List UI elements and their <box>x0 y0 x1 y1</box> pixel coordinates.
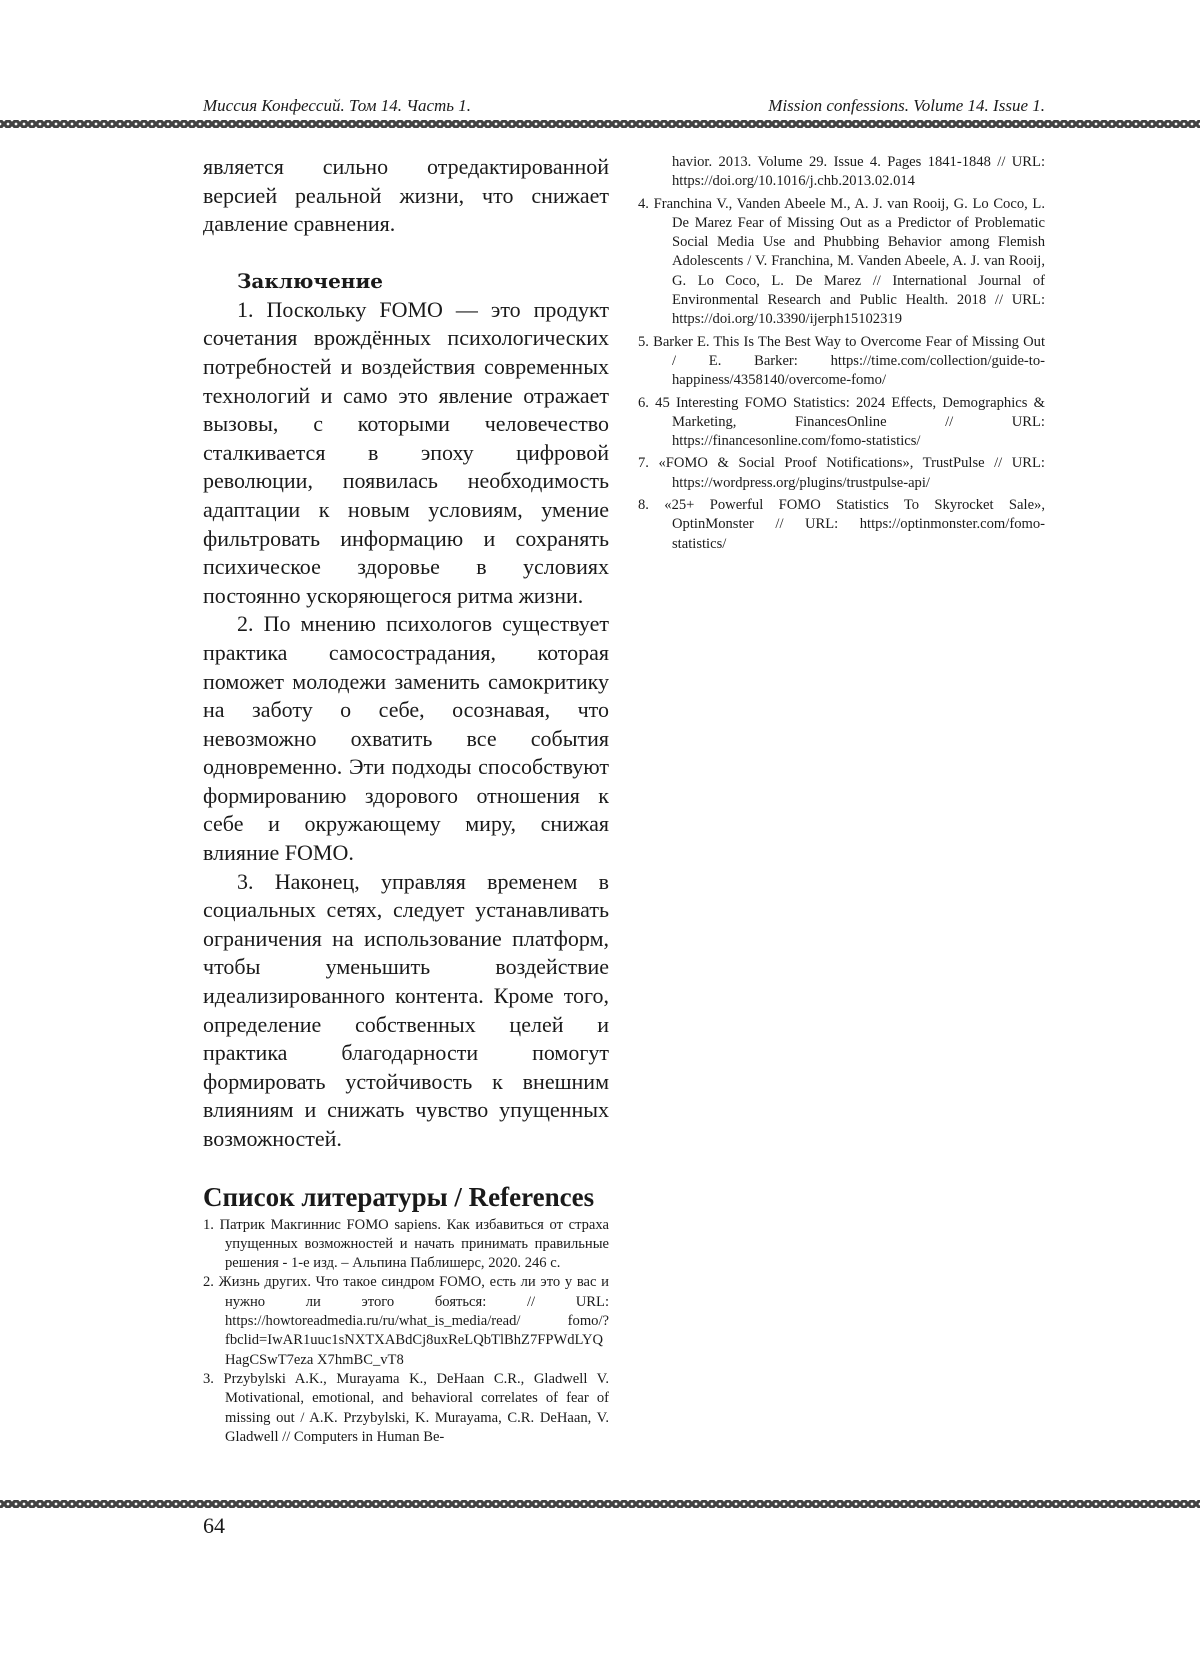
header-journal-ru: Миссия Конфессий. Том 14. Часть 1. <box>203 96 472 115</box>
reference-item: 5. Barker E. This Is The Best Way to Overcome Fear of Missing Out / E. Barker: https://time.com/collection/guide-to-happiness/4358140/overcome-fomo/ <box>638 333 1045 389</box>
reference-continuation: havior. 2013. Volume 29. Issue 4. Pages 1841-1848 // URL: https://doi.org/10.1016/j.chb.2013.02.014 <box>672 154 1045 190</box>
reference-item: 1. Патрик Макгиннис FOMO sapiens. Как избавиться от страха упущенных возможностей и начать принимать правильные решения - 1-е изд. – Альпина Паблишерс, 2020. 246 с. <box>203 1216 609 1272</box>
conclusion-paragraph-1: 1. Поскольку FOMO — это продукт сочетания врождённых психологических потребностей и воздействия современных технологий и само это явление отражает вызовы, с которыми человечество сталкивается в эпоху цифровой революции, появилась необходимость адаптации к новым условиям, умение фильтровать информацию и сохранять психическое здоровье в условиях постоянно ускоряющегося ритма жизни. <box>203 296 609 608</box>
header-ornament-divider <box>0 119 1200 129</box>
right-column <box>638 153 1045 557</box>
running-header <box>203 95 1045 117</box>
references-title: Список литературы / References <box>203 1181 595 1212</box>
references-list-left <box>203 1216 609 1448</box>
conclusion-heading: Заключение <box>237 268 383 293</box>
conclusion-paragraph-2: 2. По мнению психологов существует практика самосострадания, которая поможет молодежи заменить самокритику на заботу о себе, осознавая, что невозможно охватить все события одновременно. Эти подходы способствуют формированию здорового отношения к себе и окружающему миру, снижая влияние FOMO. <box>203 611 609 866</box>
intro-paragraph: является сильно отредактированной версией реальной жизни, что снижает давление сравнения. <box>203 154 609 237</box>
left-column <box>203 153 609 1447</box>
reference-item: 4. Franchina V., Vanden Abeele M., A. J. van Rooij, G. Lo Coco, L. De Marez Fear of Missing Out as a Predictor of Problematic Social Media Use and Phubbing Behavior among Flemish Adolescents / V. Franchina, M. Vanden Abeele, A. J. van Rooij, G. Lo Coco, L. De Marez // International Journal of Environmental Research and Public Health. 2018 // URL: https://doi.org/10.3390/ijerph15102319 <box>638 195 1045 328</box>
reference-item: 8. «25+ Powerful FOMO Statistics To Skyrocket Sale», OptinMonster // URL: https://optinmonster.com/fomo-statistics/ <box>638 497 1045 552</box>
reference-item: 3. Przybylski A.K., Murayama K., DeHaan C.R., Gladwell V. Motivational, emotional, and behavioral correlates of fear of missing out / A.K. Przybylski, K. Murayama, C.R. DeHaan, V. Gladwell // Computers in Human Be- <box>203 1370 609 1445</box>
reference-item: 7. «FOMO & Social Proof Notifications», TrustPulse // URL: https://wordpress.org/plugins/trustpulse-api/ <box>638 455 1045 491</box>
reference-item: 6. 45 Interesting FOMO Statistics: 2024 Effects, Demographics & Marketing, FinancesOnline // URL: https://financesonline.com/fomo-statistics/ <box>638 394 1045 450</box>
footer-ornament-divider <box>0 1499 1200 1509</box>
conclusion-paragraph-3: 3. Наконец, управляя временем в социальных сетях, следует устанавливать ограничения на использование платформ, чтобы уменьшить воздействие идеализированного контента. Кроме того, определение собственных целей и практика благодарности помогут формировать устойчивость к внешним влияниям и снижать чувство упущенных возможностей. <box>203 868 609 1151</box>
page-number: 64 <box>203 1513 225 1538</box>
header-journal-en: Mission confessions. Volume 14. Issue 1. <box>768 96 1045 115</box>
reference-item: 2. Жизнь других. Что такое синдром FOMO, есть ли это у вас и нужно ли этого бояться: // URL: https://howtoreadmedia.ru/ru/what_is_media/read/ fomo/?fbclid=IwAR1uuc1sNXTXABdCj8uxReLQbTlBhZ7FPWdLYQHagCSwT7eza X7hmBC_vT8 <box>203 1274 609 1368</box>
